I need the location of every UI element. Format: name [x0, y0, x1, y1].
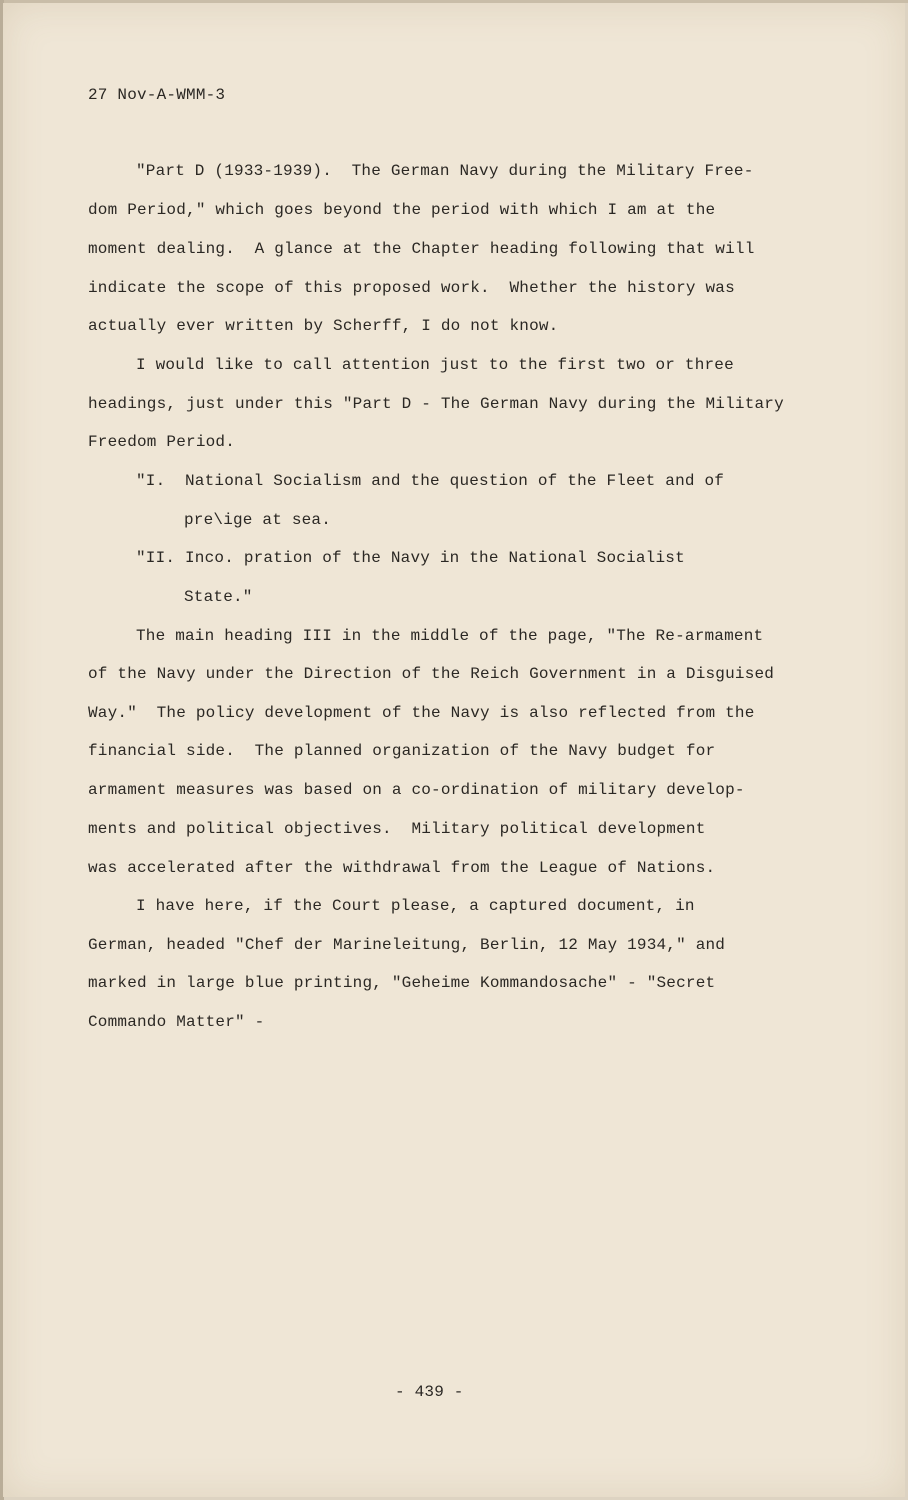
- text-line: moment dealing. A glance at the Chapter heading following that will: [88, 240, 755, 258]
- text-line: armament measures was based on a co-ordination of military develop-: [88, 781, 745, 799]
- text-line: marked in large blue printing, "Geheime Kommandosache" - "Secret: [88, 974, 716, 992]
- text-line: headings, just under this "Part D - The German Navy during the Military: [88, 395, 784, 413]
- text-line: Freedom Period.: [88, 433, 236, 451]
- text-line: German, headed "Chef der Marineleitung, Berlin, 12 May 1934," and: [88, 936, 726, 954]
- text-line: The main heading III in the middle of the page, "The Re-armament: [136, 627, 764, 645]
- text-line: financial side. The planned organization of the Navy budget for: [88, 742, 716, 760]
- text-line: "Part D (1933-1939). The German Navy during the Military Free-: [136, 162, 754, 180]
- text-line: of the Navy under the Direction of the Reich Government in a Disguised: [88, 665, 775, 683]
- text-line: dom Period," which goes beyond the period with which I am at the: [88, 201, 716, 219]
- text-line: "I. National Socialism and the question of the Fleet and of: [136, 472, 725, 490]
- text-line: "II. Inco. pration of the Navy in the National Socialist: [136, 549, 685, 567]
- text-line: indicate the scope of this proposed work. Whether the history was: [88, 279, 735, 297]
- text-line: actually ever written by Scherff, I do not know.: [88, 317, 559, 335]
- text-line: I have here, if the Court please, a captured document, in: [136, 897, 695, 915]
- text-line: I would like to call attention just to the first two or three: [136, 356, 734, 374]
- document-reference: 27 Nov-A-WMM-3: [88, 86, 226, 104]
- text-line: Commando Matter" -: [88, 1013, 265, 1031]
- text-line: pre\ige at sea.: [184, 511, 332, 529]
- text-line: ments and political objectives. Military political development: [88, 820, 706, 838]
- text-line: Way." The policy development of the Navy is also reflected from the: [88, 704, 755, 722]
- page-number: - 439 -: [395, 1383, 464, 1401]
- text-line: was accelerated after the withdrawal from the League of Nations.: [88, 859, 716, 877]
- text-line: State.": [184, 588, 253, 606]
